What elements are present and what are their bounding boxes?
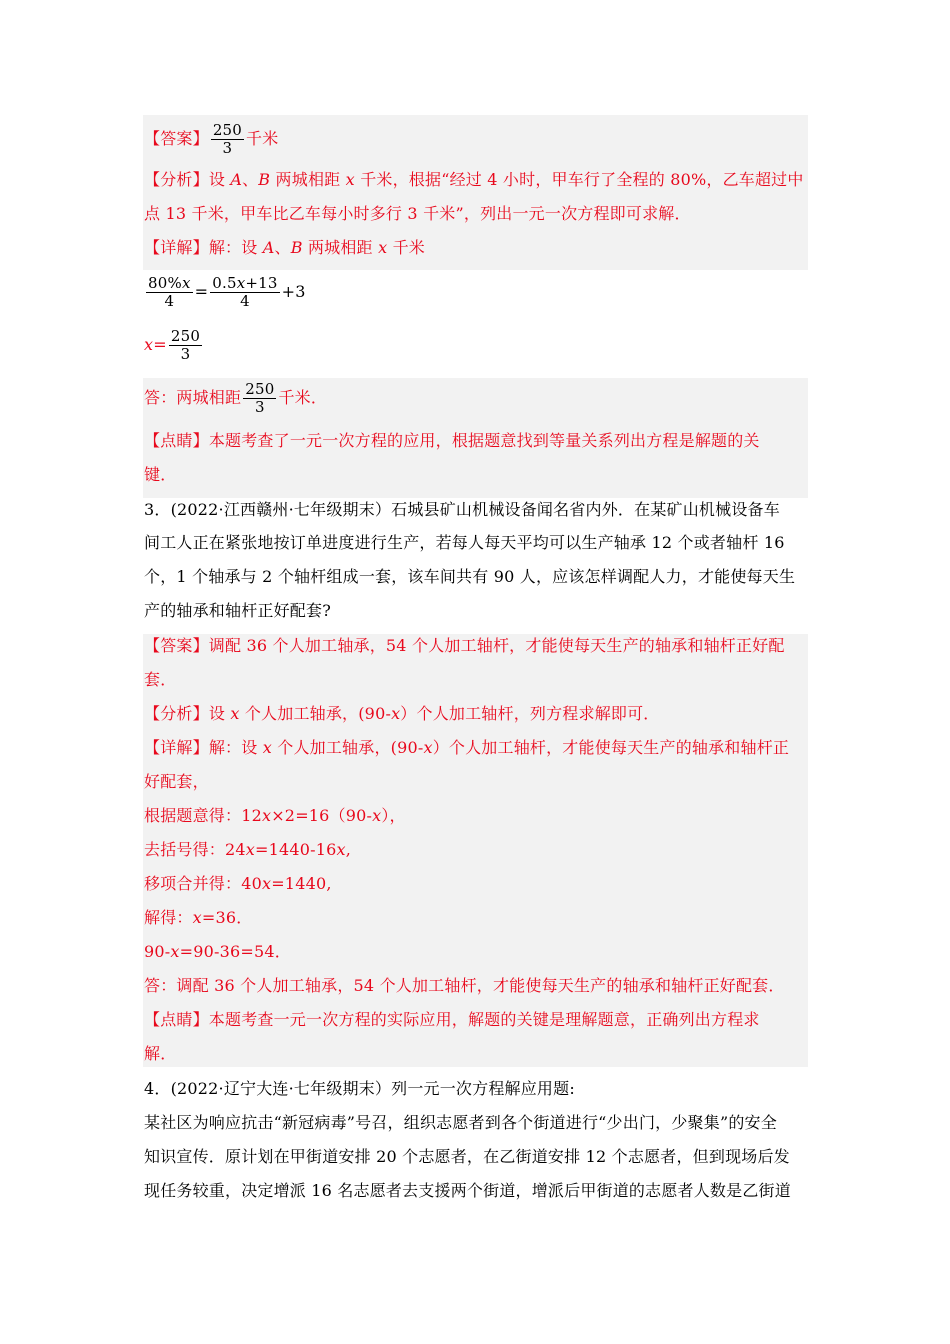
answer-label: 【答案】: [144, 129, 209, 148]
q4-question-line1: 4．(2022·辽宁大连·七年级期末）列一元一次方程解应用题:: [144, 1079, 575, 1098]
equation-left-fraction: $\frac{80\%x}{4}$: [148, 274, 191, 310]
q3-question-line4: 产的轴承和轴杆正好配套?: [144, 601, 331, 620]
q3-detail-line2: 好配套，: [144, 772, 209, 791]
answer-fraction: $\frac{250}{3}$: [212, 121, 243, 157]
q2-answer-line: [144, 122, 810, 157]
q2-solution: x= $\frac{250}{3}$: [144, 327, 201, 363]
q3-answer-line2: 套．: [144, 670, 177, 689]
q4-question-line4: 现任务较重，决定增派 16 名志愿者去支援两个街道，增派后甲街道的志愿者人数是乙街道: [144, 1181, 791, 1200]
q3-comment-line2: 解．: [144, 1044, 177, 1063]
q4-question-line2: 某社区为响应抗击“新冠病毒”号召，组织志愿者到各个街道进行“少出门，少聚集”的安全: [144, 1113, 777, 1132]
q3-question-line1: 3．(2022·江西赣州·七年级期末）石城县矿山机械设备闻名省内外．在某矿山机械设备车: [144, 500, 780, 519]
q2-analysis-line2: 点 13 千米，甲车比乙车每小时多行 3 千米”，列出一元一次方程即可求解．: [144, 204, 691, 223]
q3-detail-line1: 【详解】解：设 x 个人加工轴承，(90-x）个人加工轴杆，才能使每天生产的轴承和轴杆正: [144, 738, 790, 757]
q3-step1: 根据题意得：12x×2=16（90-x），: [144, 806, 406, 825]
q3-answer-line1: 【答案】调配 36 个人加工轴承，54 个人加工轴杆，才能使每天生产的轴承和轴杆正好配: [144, 636, 785, 655]
answer-unit: 千米: [246, 129, 279, 148]
solution-fraction: $\frac{250}{3}$: [170, 327, 201, 363]
q3-step4: 解得：x=36．: [144, 908, 253, 927]
q3-reply: 答：调配 36 个人加工轴承，54 个人加工轴杆，才能使每天生产的轴承和轴杆正好配套．: [144, 976, 785, 995]
q2-analysis-line1: 【分析】设 A、B 两城相距 x 千米，根据“经过 4 小时，甲车行了全程的 80%，乙车超过中: [144, 170, 804, 189]
q3-analysis: 【分析】设 x 个人加工轴承，(90-x）个人加工轴杆，列方程求解即可．: [144, 704, 660, 723]
q3-comment-line1: 【点睛】本题考查一元一次方程的实际应用，解题的关键是理解题意，正确列出方程求: [144, 1010, 760, 1029]
q2-comment-line1: 【点睛】本题考查了一元一次方程的应用，根据题意找到等量关系列出方程是解题的关: [144, 431, 760, 450]
q3-question-line3: 个，1 个轴承与 2 个轴杆组成一套，该车间共有 90 人，应该怎样调配人力，才能使每天生: [144, 567, 796, 586]
q2-comment-line2: 键．: [144, 465, 177, 484]
q2-detail-line: 【详解】解：设 A、B 两城相距 x 千米: [144, 238, 425, 257]
q3-step5: 90-x=90-36=54．: [144, 942, 291, 961]
q3-step2: 去括号得：24x=1440-16x,: [144, 840, 352, 859]
equation-right-fraction: $\frac{0.5x+13}{4}$: [212, 274, 278, 310]
reply-fraction: $\frac{250}{3}$: [245, 380, 275, 416]
q2-reply: 答：两城相距 $\frac{250}{3}$ 千米．: [144, 380, 328, 416]
q3-question-line2: 间工人正在紧张地按订单进度进行生产，若每人每天平均可以生产轴承 12 个或者轴杆 16: [144, 533, 785, 552]
q4-question-line3: 知识宣传．原计划在甲街道安排 20 个志愿者，在乙街道安排 12 个志愿者，但到现场后发: [144, 1147, 790, 1166]
q2-equation: $\frac{80\%x}{4}$ = $\frac{0.5x+13}{4}$ +3: [148, 274, 306, 310]
q3-step3: 移项合并得：40x=1440,: [144, 874, 332, 893]
